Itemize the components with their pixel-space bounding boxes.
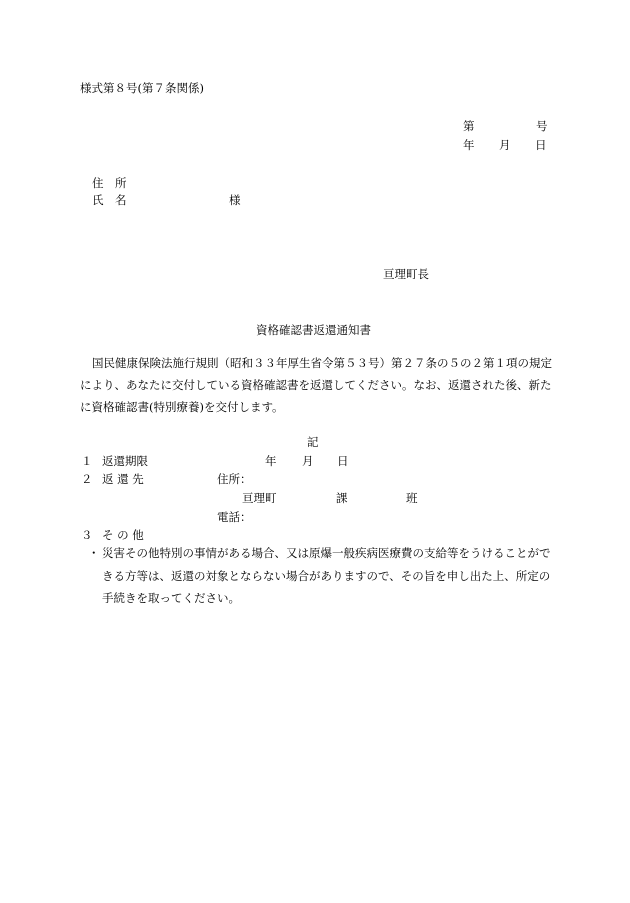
- notice-title: 資格確認書返還通知書: [256, 323, 371, 337]
- item1-number: １: [81, 454, 93, 468]
- notice-body: 国民健康保険法施行規則（昭和３３年厚生省令第５３号）第２７条の５の２第１項の規定により、あなたに交付している資格確認書を返還してください。なお、返還された後、新たに資格確認書(特別療養)を交付します。: [80, 356, 552, 414]
- item3-number: ３: [81, 528, 93, 542]
- item1-label: 返還期限: [102, 454, 148, 468]
- recipient-honorific: 様: [229, 193, 241, 207]
- item2-group: 班: [406, 491, 418, 505]
- item1-year: 年: [265, 454, 277, 468]
- item2-phone-label: 電話：: [217, 510, 252, 524]
- sender-name: 亘理町長: [383, 267, 429, 281]
- doc-date-month: 月: [499, 138, 511, 152]
- ki-heading: 記: [307, 435, 319, 449]
- doc-number-prefix: 第: [463, 119, 475, 133]
- item1-day: 日: [337, 454, 349, 468]
- item3-label: そ の 他: [102, 528, 144, 542]
- doc-date-year: 年: [463, 138, 475, 152]
- form-number: 様式第８号(第７条関係): [80, 81, 204, 95]
- item1-month: 月: [302, 454, 314, 468]
- item3-note: 災害その他特別の事情がある場合、又は原爆一般疾病医療費の支給等をうけることができる方等は、返還の対象とならない場合がありますので、その旨を申し出た上、所定の手続きを取ってください。: [102, 546, 551, 605]
- item2-address-label: 住所：: [217, 472, 252, 486]
- item2-number: ２: [81, 472, 93, 486]
- recipient-address-label: 住 所: [92, 176, 127, 190]
- doc-number-suffix: 号: [536, 119, 548, 133]
- recipient-name-label: 氏 名: [92, 193, 127, 207]
- item2-section: 課: [336, 491, 348, 505]
- item2-town: 亘理町: [242, 491, 277, 505]
- item3-bullet: ・: [88, 546, 100, 560]
- item2-label: 返 還 先: [102, 472, 144, 486]
- doc-date-day: 日: [535, 138, 547, 152]
